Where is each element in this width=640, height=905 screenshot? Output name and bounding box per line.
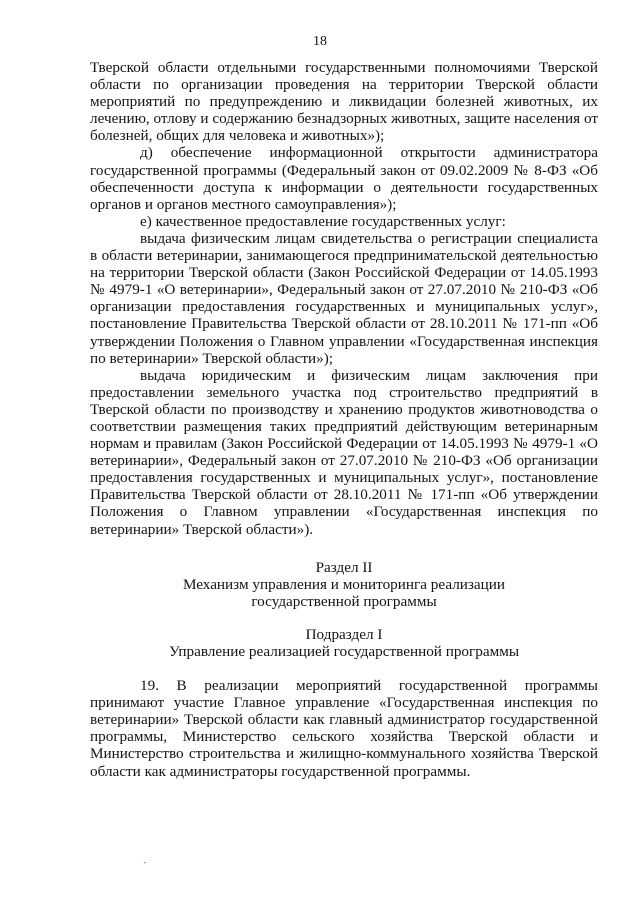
paragraph-service-2: выдача юридическим и физическим лицам заключения при предоставлении земельного участка под строительство предприятий в Тверской области по производству и хранению продуктов животноводства о соответствии размещения таких предприятий действующим ветеринарным нормам и правилам (Закон Российской Федерации от 14.05.1993 № 4979-1 «О ветеринарии», Федеральный закон от 27.07.2010 № 210-ФЗ «Об организации предоставления государственных и муниципальных услуг», постановление Правительства Тверской области от 28.10.2011 № 171-пп «Об утверждении Положения о Главном управлении «Государственная инспекция по ветеринарии» Тверской области»). [90, 366, 598, 538]
section-label: Раздел II [315, 558, 373, 576]
paragraph-service-1: выдача физическим лицам свидетельства о регистрации специалиста в области ветеринарии, занимающегося предпринимательской деятельностью на территории Тверской области (Закон Российской Федерации от 14.05.1993 № 4979-1 «О ветеринарии», Федеральный закон от 27.07.2010 № 210-ФЗ «Об организации предоставления государственных и муниципальных услуг», постановление Правительства Тверской области от 28.10.2011 № 171-пп «Об утверждении Положения о Главном управлении «Государственная инспекция по ветеринарии» Тверской области»); [90, 229, 598, 367]
paragraph-item-e: е) качественное предоставление государственных услуг: [140, 212, 506, 230]
section-heading [90, 559, 598, 610]
scan-mark: ˎ [143, 853, 147, 864]
paragraph-continuation: Тверской области отдельными государственными полномочиями Тверской области по организации проведения на территории Тверской области мероприятий по предупреждению и ликвидации болезней животных, их лечению, отлову и содержанию безнадзорных животных, защите населения от болезней, общих для человека и животных»); [90, 59, 598, 145]
document-body [90, 59, 598, 780]
subsection-heading [90, 626, 598, 660]
paragraph-19: 19. В реализации мероприятий государственной программы принимают участие Главное управление «Государственная инспекция по ветеринарии» Тверской области как главный администратор государственной программы, Министерство сельского хозяйства Тверской области и Министерство строительства и жилищно-коммунального хозяйства Тверской области как администраторы государственной программы. [90, 677, 598, 780]
subsection-label: Подраздел I [305, 625, 383, 643]
page-number: 18 [313, 34, 327, 49]
subsection-title: Управление реализацией государственной программы [168, 643, 520, 660]
paragraph-item-d: д) обеспечение информационной открытости администратора государственной программы (Федеральный закон от 09.02.2009 № 8-ФЗ «Об обеспеченности доступа к информации о деятельности государственных органов и органов местного самоуправления»); [90, 144, 598, 213]
section-title-line-2: государственной программы [251, 592, 437, 610]
section-title-line-1: Механизм управления и мониторинга реализации [182, 575, 506, 593]
